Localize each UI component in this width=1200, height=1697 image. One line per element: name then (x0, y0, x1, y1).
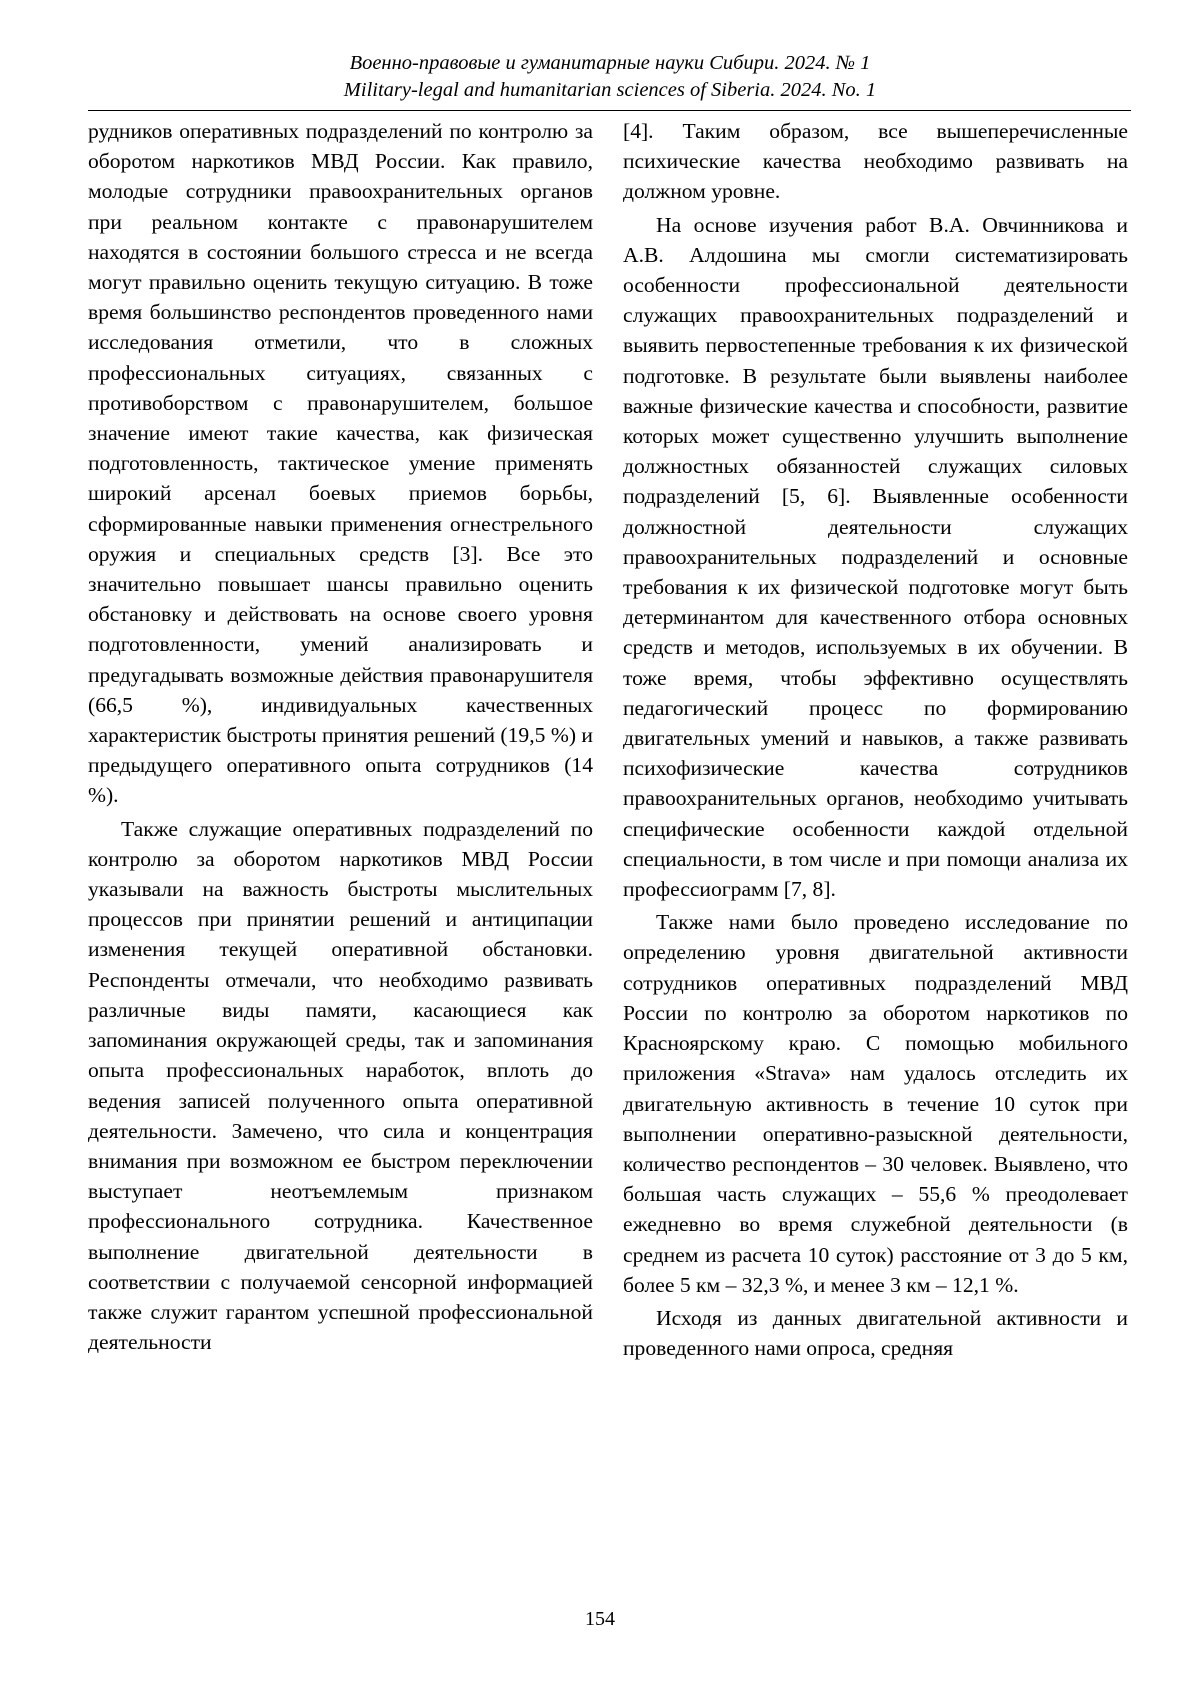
header-rule (88, 110, 1131, 111)
page-number: 154 (585, 1608, 615, 1630)
paragraph: Также нами было проведено исследование по определению уровня двигательной активности сотрудников оперативных подразделений МВД России по контролю за оборотом наркотиков по Красноярскому краю. С помощью мобильного приложения «Strava» нам удалось отследить их двигательную активность в течение 10 суток при выполнении оперативно-разыскной деятельности, количество респондентов – 30 человек. Выявлено, что большая часть служащих – 55,6 % преодолевает ежедневно во время служебной деятельности (в среднем из расчета 10 суток) расстояние от 3 до 5 км, более 5 км – 32,3 %, и менее 3 км – 12,1 %. (623, 910, 1128, 1297)
paragraph: Исходя из данных двигательной активности и проведенного нами опроса, средняя (623, 1305, 1128, 1361)
paragraph: рудников оперативных подразделений по контролю за оборотом наркотиков МВД России. Как правило, молодые сотрудники правоохранительных органов при реальном контакте с правонарушителем находятся в состоянии большого стресса и не всегда могут правильно оценить текущую ситуацию. В тоже время большинство респондентов проведенного нами исследования отметили, что в сложных профессиональных ситуациях, связанных с противоборством с правонарушителем, большое значение имеют такие качества, как физическая подготовленность, тактическое умение применять широкий арсенал боевых приемов борьбы, сформированные навыки применения огнестрельного оружия и специальных средств [3]. Все это значительно повышает шансы правильно оценить обстановку и действовать на основе своего уровня подготовленности, умений анализировать и предугадывать возможные действия правонарушителя (66,5 %), индивидуальных качественных характеристик быстроты принятия решений (19,5 %) и предыдущего оперативного опыта сотрудников (14 %). (88, 119, 593, 808)
journal-title-en: Military-legal and humanitarian sciences of Siberia. 2024. No. 1 (343, 79, 877, 101)
right-column (623, 116, 1128, 1363)
paragraph: На основе изучения работ В.А. Овчинникова и А.В. Алдошина мы смогли систематизировать особенности профессиональной деятельности служащих правоохранительных подразделений и выявить первостепенные требования к их физической подготовке. В результате были выявлены наиболее важные физические качества и способности, развитие которых может существенно улучшить выполнение должностных обязанностей служащих силовых подразделений [5, 6]. Выявленные особенности должностной деятельности служащих правоохранительных подразделений и основные требования к их физической подготовке могут быть детерминантом для качественного отбора основных средств и методов, используемых в их обучении. В тоже время, чтобы эффективно осуществлять педагогический процесс по формированию двигательных умений и навыков, а также развивать психофизические качества сотрудников правоохранительных органов, необходимо учитывать специфические особенности каждой отдельной специальности, в том числе и при помощи анализа их профессиограмм [7, 8]. (623, 212, 1128, 902)
left-column (88, 116, 593, 1357)
paragraph: Также служащие оперативных подразделений по контролю за оборотом наркотиков МВД России указывали на важность быстроты мыслительных процессов при принятии решений и антиципации изменения текущей оперативной обстановки. Респонденты отмечали, что необходимо развивать различные виды памяти, касающиеся как запоминания окружающей среды, так и запоминания опыта профессиональных наработок, вплоть до ведения записей полученного опыта оперативной деятельности. Замечено, что сила и концентрация внимания при возможном ее быстром переключении выступает неотъемлемым признаком профессионального сотрудника. Качественное выполнение двигательной деятельности в соответствии с получаемой сенсорной информацией также служит гарантом успешной профессиональной деятельности (88, 816, 593, 1355)
journal-title-ru: Военно-правовые и гуманитарные науки Сибири. 2024. № 1 (349, 52, 871, 74)
paragraph: [4]. Таким образом, все вышеперечисленные психические качества необходимо развивать на должном уровне. (623, 119, 1128, 204)
running-header (90, 50, 1130, 104)
